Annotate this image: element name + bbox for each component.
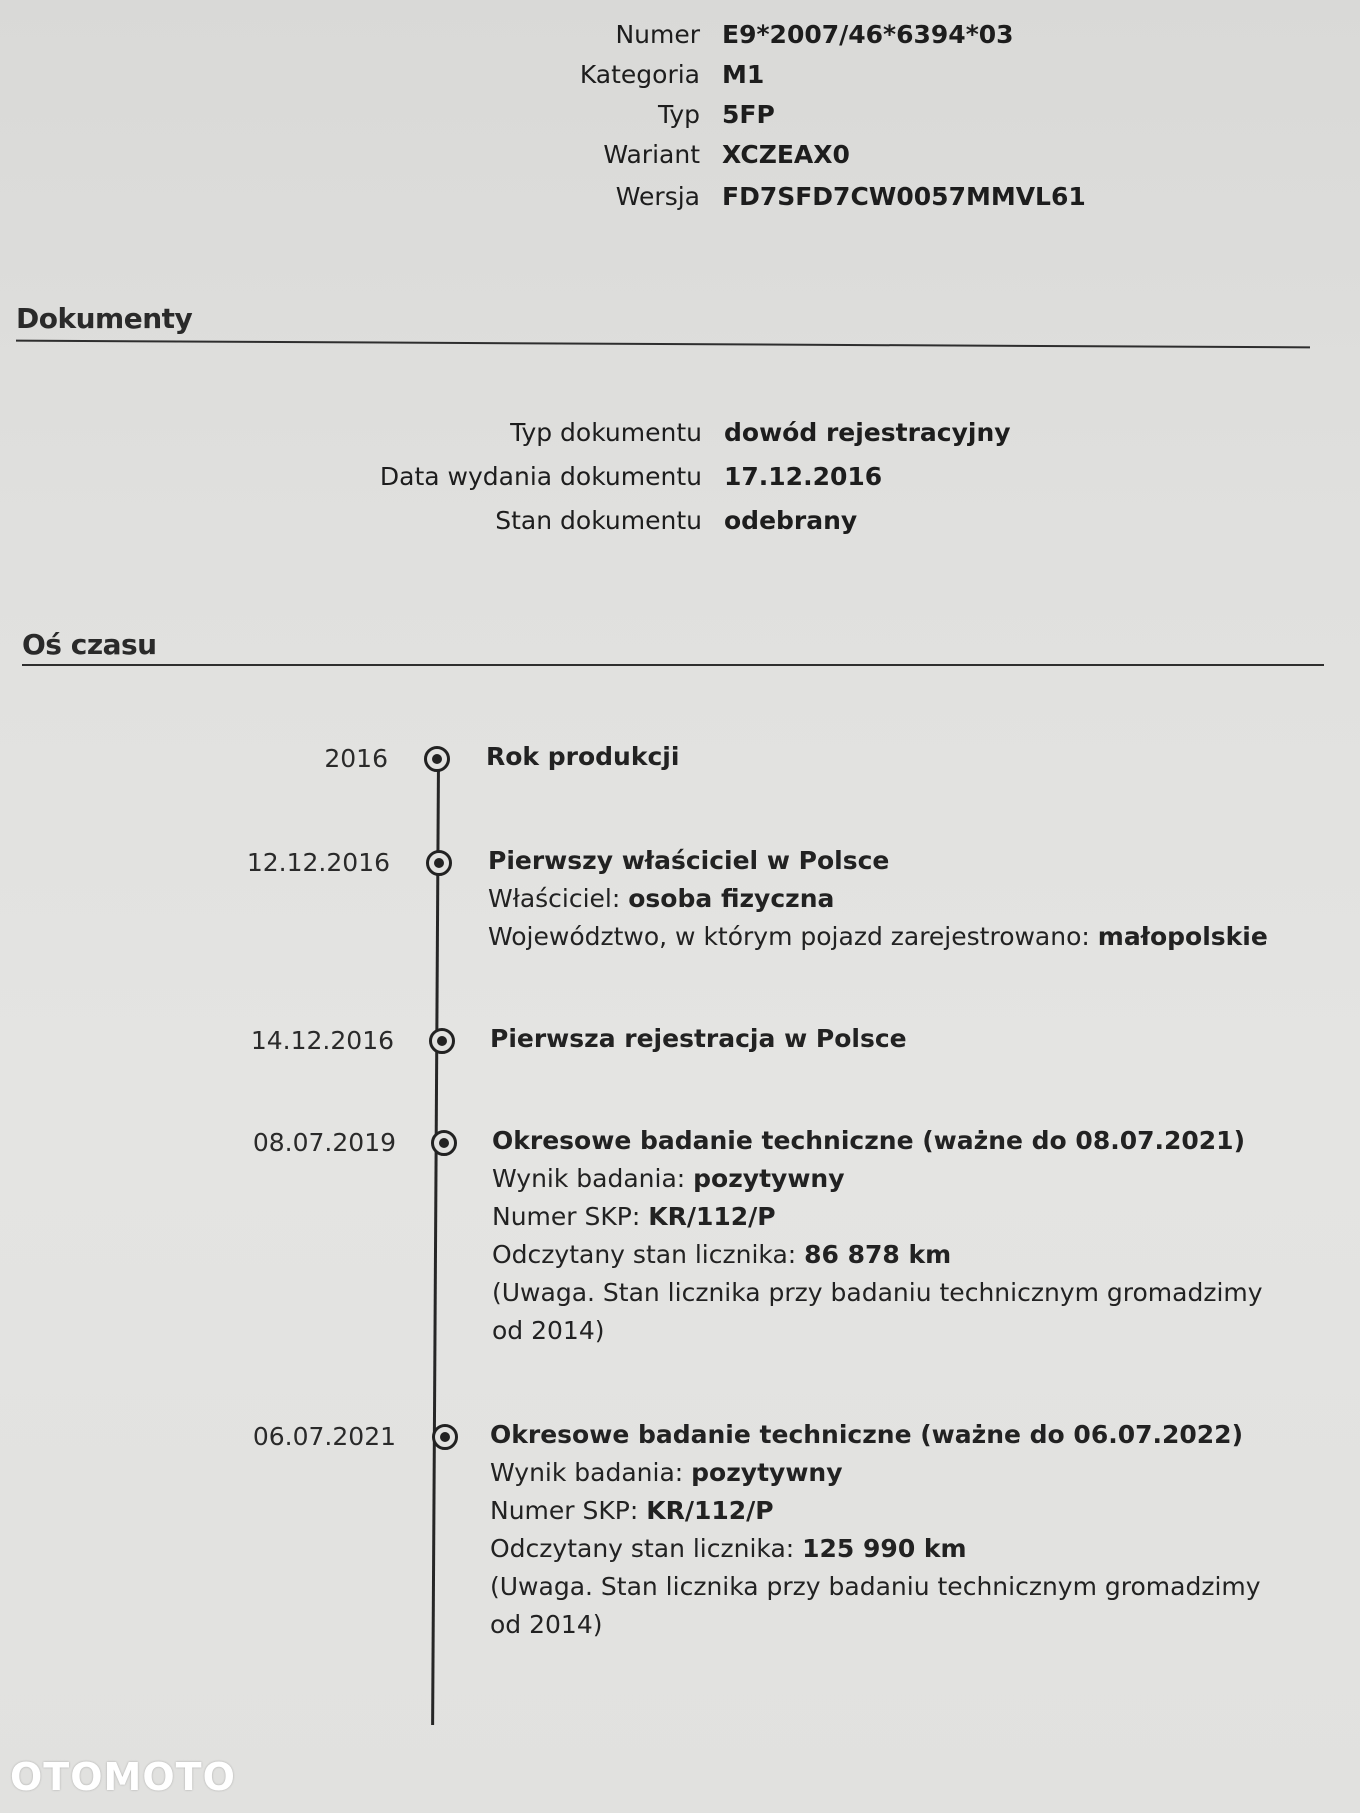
timeline-section-title: Oś czasu bbox=[22, 628, 157, 661]
timeline-event-detail bbox=[492, 1236, 1272, 1274]
timeline-event-note bbox=[490, 1568, 1280, 1644]
vehicle-id-label: Typ bbox=[657, 100, 700, 129]
detail-label: Numer SKP: bbox=[492, 1202, 649, 1231]
detail-label: Wynik badania: bbox=[490, 1458, 692, 1487]
vehicle-id-value: FD7SFD7CW0057MMVL61 bbox=[722, 182, 1086, 211]
detail-label: Numer SKP: bbox=[490, 1496, 647, 1525]
timeline-marker-icon bbox=[426, 850, 452, 876]
detail-value: KR/112/P bbox=[646, 1496, 774, 1525]
timeline-event-detail bbox=[490, 1454, 1280, 1492]
detail-value: pozytywny bbox=[691, 1458, 843, 1487]
vehicle-id-label: Kategoria bbox=[579, 60, 700, 89]
detail-label: Wynik badania: bbox=[492, 1164, 694, 1193]
document-label: Typ dokumentu bbox=[510, 418, 702, 447]
detail-value: pozytywny bbox=[693, 1164, 845, 1193]
timeline-marker-icon bbox=[429, 1028, 455, 1054]
note-text: (Uwaga. Stan licznika przy badaniu technicznym gromadzimy od 2014) bbox=[492, 1278, 1263, 1345]
timeline-marker-icon bbox=[431, 1130, 457, 1156]
detail-value: małopolskie bbox=[1097, 922, 1268, 951]
document-value: odebrany bbox=[724, 506, 858, 535]
timeline-event-title: Pierwsza rejestracja w Polsce bbox=[490, 1024, 907, 1053]
note-text: (Uwaga. Stan licznika przy badaniu technicznym gromadzimy od 2014) bbox=[490, 1572, 1261, 1639]
timeline-event-content bbox=[492, 1122, 1272, 1350]
document-value: 17.12.2016 bbox=[724, 462, 883, 491]
timeline-event-detail bbox=[492, 1198, 1272, 1236]
timeline-event-date: 12.12.2016 bbox=[246, 848, 390, 877]
timeline-event-detail bbox=[490, 1492, 1280, 1530]
vehicle-id-label: Wersja bbox=[615, 182, 700, 211]
timeline-event-note bbox=[492, 1274, 1272, 1350]
timeline-event-title: Pierwszy właściciel w Polsce bbox=[488, 846, 890, 875]
documents-section-divider bbox=[16, 340, 1310, 349]
vehicle-id-label: Wariant bbox=[603, 140, 700, 169]
timeline-event-detail bbox=[490, 1530, 1280, 1568]
document-label: Data wydania dokumentu bbox=[379, 462, 702, 491]
vehicle-id-value: M1 bbox=[722, 60, 765, 89]
detail-value: 125 990 km bbox=[802, 1534, 967, 1563]
timeline-event-title: Okresowe badanie techniczne (ważne do 08.07.2021) bbox=[492, 1126, 1246, 1155]
timeline-event-detail bbox=[488, 880, 1268, 918]
documents-section-title: Dokumenty bbox=[16, 302, 193, 335]
timeline-event-date: 2016 bbox=[324, 744, 388, 773]
detail-label: Województwo, w którym pojazd zarejestrowano: bbox=[488, 922, 1098, 951]
document-label: Stan dokumentu bbox=[495, 506, 702, 535]
vehicle-id-label: Numer bbox=[615, 20, 700, 49]
document-value: dowód rejestracyjny bbox=[724, 418, 1011, 447]
timeline-event-date: 08.07.2019 bbox=[252, 1128, 396, 1157]
vehicle-id-value: 5FP bbox=[722, 100, 775, 129]
timeline-event-title: Okresowe badanie techniczne (ważne do 06.07.2022) bbox=[490, 1420, 1244, 1449]
detail-label: Odczytany stan licznika: bbox=[492, 1240, 805, 1269]
detail-value: osoba fizyczna bbox=[628, 884, 835, 913]
timeline-event-content bbox=[490, 1416, 1280, 1644]
timeline-event-date: 14.12.2016 bbox=[250, 1026, 394, 1055]
otomoto-watermark-logo: OTOMOTO bbox=[10, 1755, 236, 1799]
vehicle-id-value: XCZEAX0 bbox=[722, 140, 850, 169]
timeline-marker-icon bbox=[424, 746, 450, 772]
timeline-event-content bbox=[488, 842, 1268, 956]
detail-label: Właściciel: bbox=[488, 884, 629, 913]
timeline-marker-icon bbox=[432, 1424, 458, 1450]
detail-value: 86 878 km bbox=[804, 1240, 952, 1269]
timeline-axis bbox=[431, 760, 440, 1725]
detail-label: Odczytany stan licznika: bbox=[490, 1534, 803, 1563]
timeline-event-detail bbox=[488, 918, 1268, 956]
timeline-section-divider bbox=[22, 664, 1324, 666]
detail-value: KR/112/P bbox=[648, 1202, 776, 1231]
vehicle-id-value: E9*2007/46*6394*03 bbox=[722, 20, 1014, 49]
timeline-event-content bbox=[490, 1020, 1270, 1058]
timeline-event-date: 06.07.2021 bbox=[252, 1422, 396, 1451]
timeline-event-title: Rok produkcji bbox=[486, 742, 680, 771]
timeline-event-detail bbox=[492, 1160, 1272, 1198]
timeline-event-content bbox=[486, 738, 1266, 776]
